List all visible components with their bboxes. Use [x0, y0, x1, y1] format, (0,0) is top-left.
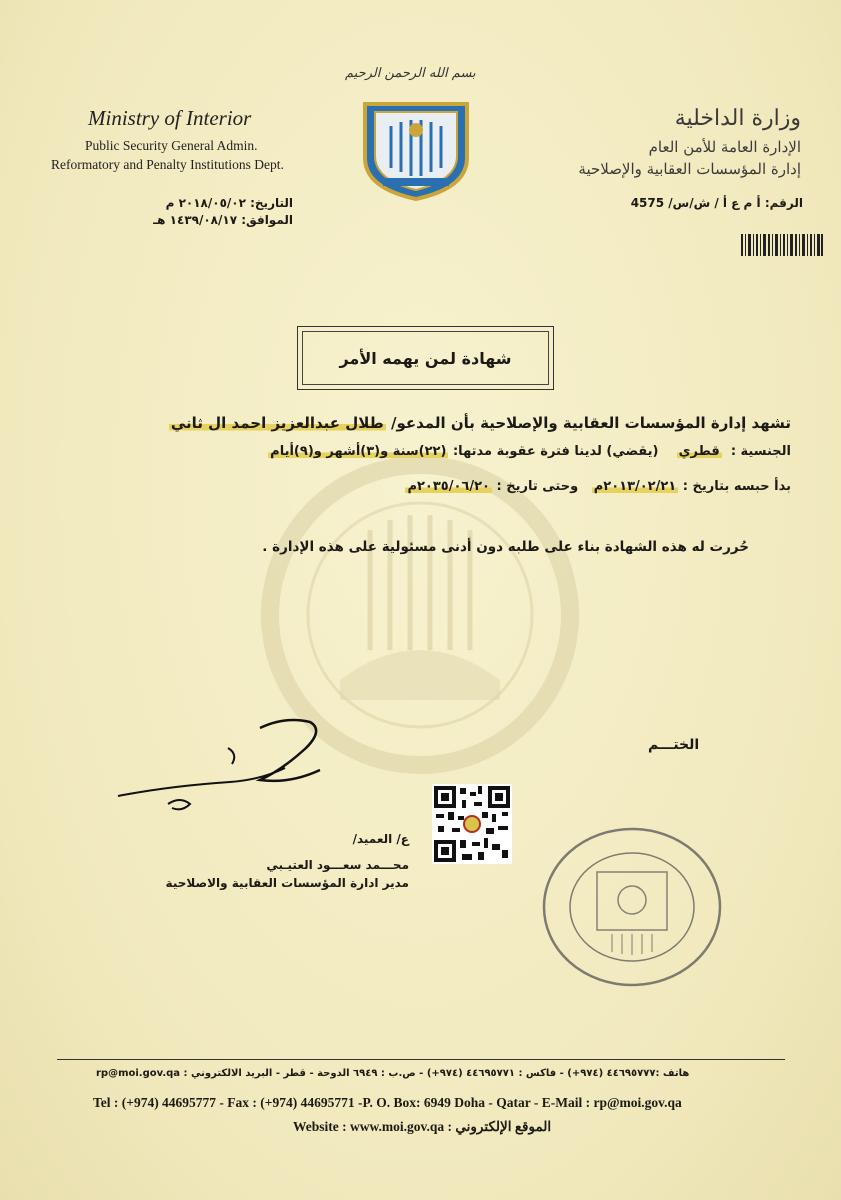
footer-website: Website : www.moi.gov.qa : الموقع الإلكتروني	[293, 1119, 552, 1134]
qr-code	[432, 784, 512, 864]
signatory-name: محـــمد سعـــود العتيـبي	[266, 858, 409, 872]
body-line-3	[405, 479, 791, 494]
handwritten-signature	[110, 708, 340, 828]
certificate-title-box	[297, 326, 554, 390]
ministry-emblem	[357, 96, 475, 201]
closing-statement: حُررت له هذه الشهادة بناء على طلبه دون أدنى مسئولية على هذه الإدارة .	[262, 539, 749, 555]
sentence-duration: (٢٢)سنة و(٣)أشهر و(٩)أيام	[270, 444, 447, 459]
official-seal-stamp	[537, 822, 727, 992]
hijri-value: ١٤٣٩/٠٨/١٧ هـ	[153, 213, 238, 227]
dept-en-line1: Public Security General Admin.	[85, 138, 258, 153]
body-intro: تشهد إدارة المؤسسات العقابية والإصلاحية بأن المدعو/	[391, 414, 791, 432]
dept-en-line2: Reformatory and Penalty Institutions Dept.	[51, 157, 284, 172]
nationality-label: الجنسية :	[730, 444, 791, 459]
ref-label: الرقم:	[764, 196, 803, 210]
hijri-date	[153, 213, 293, 227]
dept-ar-line2: إدارة المؤسسات العقابية والإصلاحية	[578, 160, 801, 178]
end-date: ٢٠٣٥/٠٦/٢٠م	[407, 479, 490, 494]
person-name: طلال عبدالعزيز احمد ال ثاني	[170, 414, 384, 432]
sentence-text: (يقضي) لدينا فترة عقوبة مدتها:	[452, 444, 659, 459]
body-line-2	[268, 444, 791, 459]
ref-value: أ م ع أ / ش/س/ 4575	[630, 196, 761, 210]
nationality-value: قطري	[678, 444, 720, 459]
date-label: التاريخ:	[250, 196, 293, 210]
end-label: وحتى تاريخ :	[496, 479, 579, 494]
dept-ar-line1: الإدارة العامة للأمن العام	[648, 138, 801, 156]
hijri-label: الموافق:	[241, 213, 293, 227]
signatory-title: مدير ادارة المؤسسات العقابية والاصلاحية	[165, 876, 409, 890]
start-label: بدأ حبسه بتاريخ :	[682, 479, 791, 494]
basmala: بسم الله الرحمن الرحيم	[345, 66, 476, 81]
reference-number	[631, 196, 803, 210]
seal-label: الختـــم	[648, 737, 700, 753]
footer-contact-en: Tel : (+974) 44695777 - Fax : (+974) 44695771 -P. O. Box: 6949 Doha - Qatar - E-Mail : rp@moi.gov.qa	[93, 1095, 682, 1110]
footer-contact-ar: هاتف :٤٤٦٩٥٧٧٧ (٩٧٤+) - فاكس : ٤٤٦٩٥٧٧١ (٩٧٤+) - ص.ب : ٦٩٤٩ الدوحة - قطر - البريد الالكتروني : rp@moi.gov.qa	[96, 1068, 690, 1079]
start-date: ٢٠١٣/٠٢/٢١م	[593, 479, 677, 494]
ministry-name-ar: وزارة الداخلية	[674, 106, 801, 131]
certificate-title: شهادة لمن يهمه الأمر	[302, 331, 549, 385]
gregorian-date	[166, 196, 293, 210]
body-line-1	[169, 414, 791, 432]
barcode	[741, 234, 823, 256]
date-value: ٢٠١٨/٠٥/٠٢ م	[165, 196, 246, 210]
footer-divider	[57, 1059, 785, 1060]
signatory-rank: ع/ العميد/	[352, 832, 409, 846]
ministry-name-en: Ministry of Interior	[88, 106, 252, 130]
